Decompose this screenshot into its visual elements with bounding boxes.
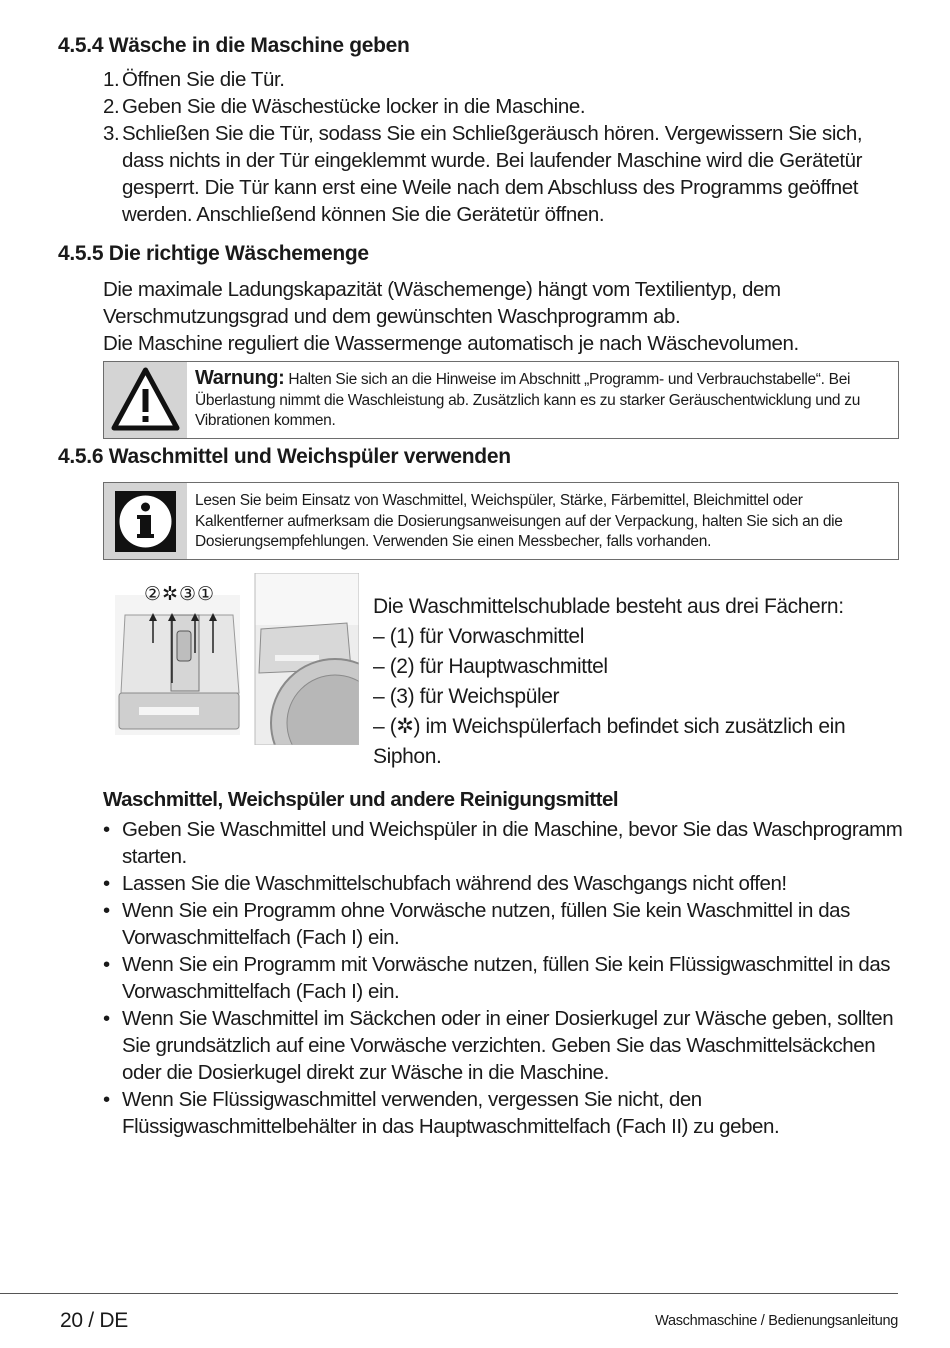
- page-number: 20 / DE: [60, 1309, 128, 1332]
- steps-list: [103, 66, 893, 228]
- drawer-item: – (3) für Weichspüler: [373, 685, 560, 708]
- list-item-text: Lassen Sie die Waschmittelschubfach während des Waschgangs nicht offen!: [122, 872, 787, 895]
- bullet: •: [103, 1088, 110, 1111]
- bullet: •: [103, 818, 110, 841]
- step-item: [103, 120, 893, 228]
- step-number: 3.: [103, 122, 120, 145]
- step-number: 2.: [103, 95, 120, 118]
- step-text: Schließen Sie die Tür, sodass Sie ein Schließgeräusch hören. Vergewissern Sie sich, dass nichts in der Tür eingeklemmt wurde. Bei laufender Maschine wird die Gerätetür gesperrt. Die Tür kann erst eine Weile nach dem Abschluss des Programms geöffnet werden. Anschließend können Sie die Gerätetür öffnen.: [122, 122, 863, 226]
- water-paragraph: Die Maschine reguliert die Wassermenge automatisch je nach Wäschevolumen.: [103, 332, 799, 355]
- list-item-text: Wenn Sie ein Programm mit Vorwäsche nutzen, füllen Sie kein Flüssigwaschmittel in das Vorwaschmittelfach (Fach I) ein.: [122, 953, 891, 1003]
- bullet: •: [103, 953, 110, 976]
- list-item: [103, 1086, 903, 1140]
- list-item: [103, 816, 903, 870]
- info-icon: [104, 483, 187, 559]
- detergents-list: [103, 816, 903, 1140]
- step-text: Öffnen Sie die Tür.: [122, 68, 285, 91]
- bullet: •: [103, 1007, 110, 1030]
- warning-title: Warnung:: [195, 367, 285, 389]
- bullet: •: [103, 899, 110, 922]
- compartment-label-2: ②: [144, 584, 163, 605]
- drawer-item: – (✲) im Weichspülerfach befindet sich zusätzlich ein Siphon.: [373, 715, 846, 768]
- list-item-text: Geben Sie Waschmittel und Weichspüler in die Maschine, bevor Sie das Waschprogramm starten.: [122, 818, 903, 868]
- capacity-paragraph: Die maximale Ladungskapazität (Wäschemenge) hängt vom Textilientyp, dem Verschmutzungsgrad und dem gewünschten Waschprogramm ab.: [103, 278, 781, 328]
- drawer-description: [373, 592, 893, 772]
- step-item: [103, 66, 893, 93]
- step-text: Geben Sie die Wäschestücke locker in die Maschine.: [122, 95, 586, 118]
- section-heading-4-5-5: 4.5.5 Die richtige Wäschemenge: [58, 242, 369, 265]
- detergent-drawer-figure: [115, 573, 359, 745]
- info-text: Lesen Sie beim Einsatz von Waschmittel, Weichspüler, Stärke, Färbemittel, Bleichmittel oder Kalkentferner aufmerksam die Dosierungsanweisungen auf der Verpackung, halten Sie sich an die Dosierungsempfehlungen. Verwenden Sie einen Messbecher, falls vorhanden.: [195, 492, 843, 550]
- list-item: [103, 870, 903, 897]
- warning-triangle-icon: [104, 362, 187, 438]
- compartment-label-1: ①: [197, 584, 216, 605]
- list-item: [103, 1005, 903, 1086]
- bullet: •: [103, 872, 110, 895]
- info-box: [103, 482, 899, 560]
- siphon-label: ✲: [162, 584, 179, 605]
- warning-icon-cell: [104, 362, 187, 438]
- document-title: Waschmaschine / Bedienungsanleitung: [655, 1313, 898, 1329]
- warning-text: Halten Sie sich an die Hinweise im Abschnitt „Programm- und Verbrauchstabelle“. Bei Überlastung nimmt die Waschleistung ab. Zusätzlich kann es zu starker Geräuschentwicklung und zu Vibrationen kommen.: [195, 371, 861, 429]
- drawer-item: – (2) für Hauptwaschmittel: [373, 655, 608, 678]
- section-heading-4-5-6: 4.5.6 Waschmittel und Weichspüler verwenden: [58, 445, 511, 468]
- step-item: [103, 93, 893, 120]
- warning-box: [103, 361, 899, 439]
- list-item: [103, 951, 903, 1005]
- list-item: [103, 897, 903, 951]
- step-number: 1.: [103, 68, 120, 91]
- detergents-heading: Waschmittel, Weichspüler und andere Reinigungsmittel: [103, 788, 619, 811]
- list-item-text: Wenn Sie ein Programm ohne Vorwäsche nutzen, füllen Sie kein Waschmittel in das Vorwaschmittelfach (Fach I) ein.: [122, 899, 850, 949]
- list-item-text: Wenn Sie Flüssigwaschmittel verwenden, vergessen Sie nicht, den Flüssigwaschmittelbehälter in das Hauptwaschmittelfach (Fach II) zu geben.: [122, 1088, 780, 1138]
- compartment-label-3: ③: [178, 584, 198, 605]
- footer-divider: [0, 1293, 898, 1294]
- drawer-item: – (1) für Vorwaschmittel: [373, 625, 584, 648]
- info-icon-cell: [104, 483, 187, 559]
- section-heading-4-5-4: 4.5.4 Wäsche in die Maschine geben: [58, 34, 410, 57]
- list-item-text: Wenn Sie Waschmittel im Säckchen oder in einer Dosierkugel zur Wäsche geben, sollten Sie grundsätzlich auf eine Vorwäsche verzichten. Geben Sie das Waschmittelsäckchen oder die Dosierkugel direkt zur Wäsche in die Maschine.: [122, 1007, 894, 1084]
- compartment-labels: [144, 585, 215, 605]
- warning-content: [195, 368, 888, 432]
- drawer-intro: Die Waschmittelschublade besteht aus drei Fächern:: [373, 595, 844, 618]
